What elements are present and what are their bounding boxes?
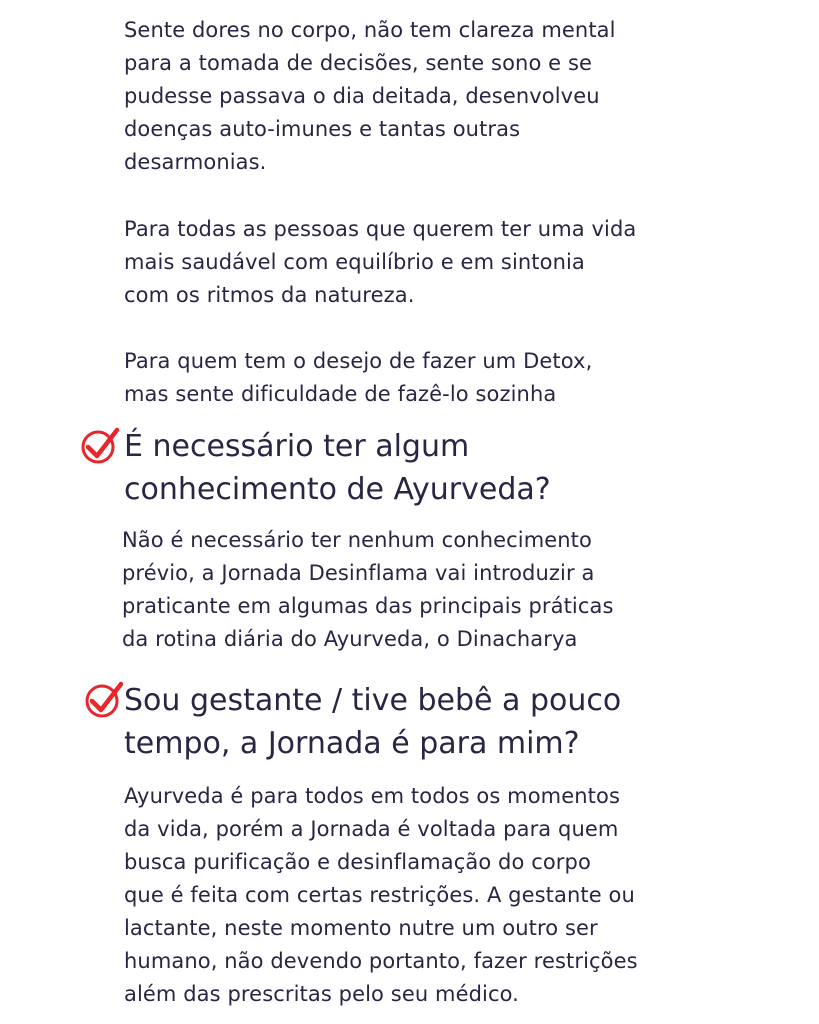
- check-icon: [80, 426, 120, 466]
- faq-answer-2: Ayurveda é para todos em todos os momentos da vida, porém a Jornada é voltada para quem busca purificação e desinflamação do corpo que é feita com certas restrições. A gestante ou lactante, neste momento nutre um outro ser humano, não devendo portanto, fazer restrições além das prescritas pelo seu médico.: [124, 784, 638, 1006]
- faq-answer-1: Não é necessário ter nenhum conhecimento prévio, a Jornada Desinflama vai introduzir a praticante em algumas das principais práticas da rotina diária do Ayurveda, o Dinacharya: [122, 528, 614, 651]
- faq-question-2: Sou gestante / tive bebê a pouco tempo, a Jornada é para mim?: [124, 683, 622, 761]
- intro-paragraph-2: Para todas as pessoas que querem ter uma vida mais saudável com equilíbrio e em sintonia com os ritmos da natureza.: [124, 217, 637, 307]
- faq-question-1: É necessário ter algum conhecimento de Ayurveda?: [124, 429, 551, 507]
- intro-paragraph-1: Sente dores no corpo, não tem clareza mental para a tomada de decisões, sente sono e se pudesse passava o dia deitada, desenvolveu doenças auto-imunes e tantas outras desarmonias.: [124, 18, 616, 174]
- intro-paragraph-3: Para quem tem o desejo de fazer um Detox, mas sente dificuldade de fazê-lo sozinha: [124, 349, 593, 406]
- check-icon: [84, 680, 124, 720]
